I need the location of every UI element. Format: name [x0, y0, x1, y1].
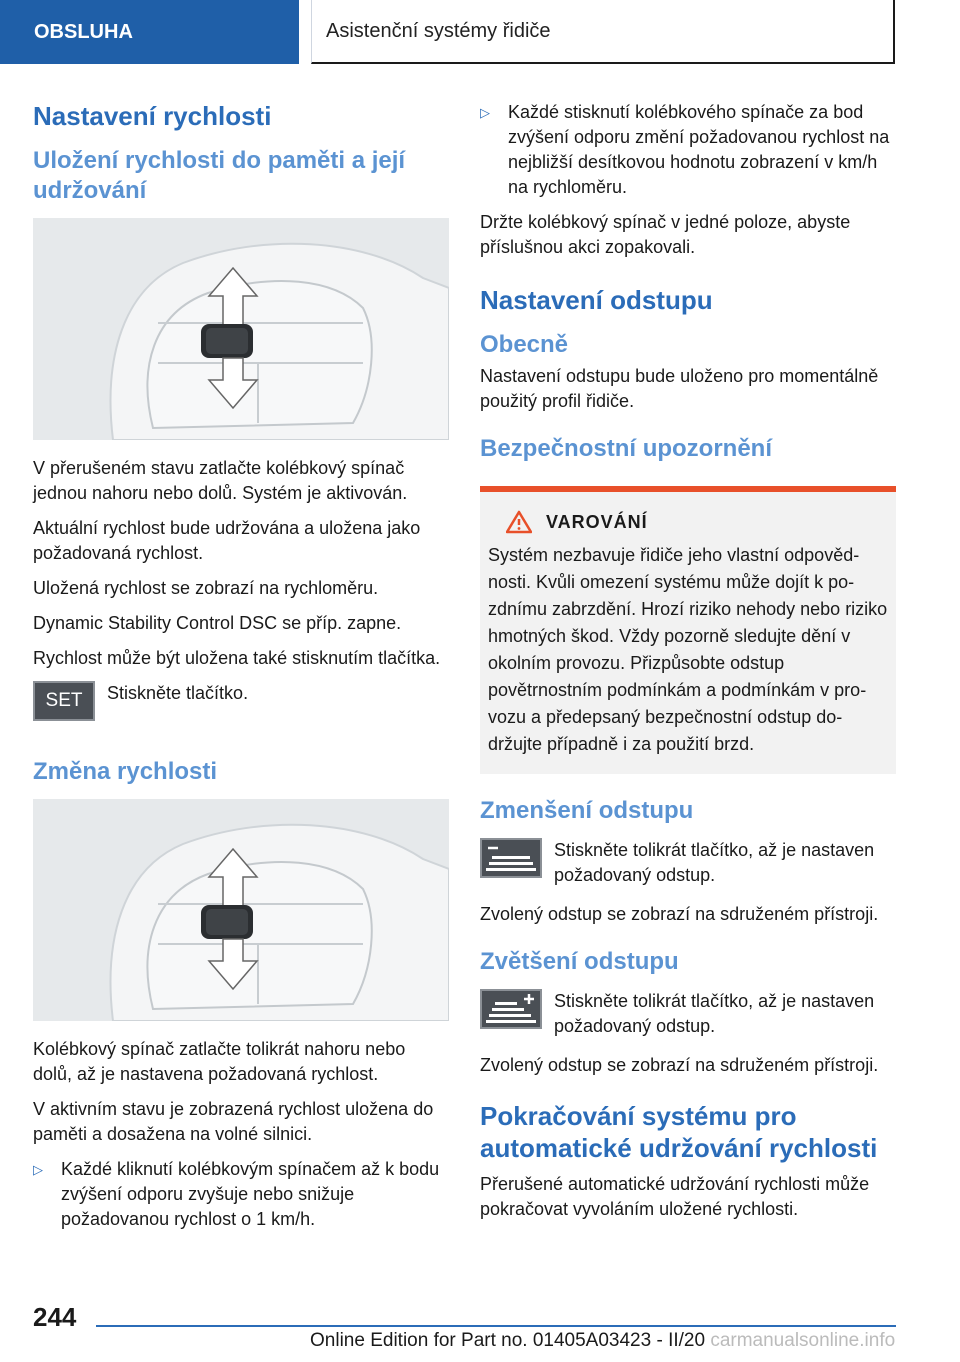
- steering-rocker-photo-1: [33, 218, 449, 440]
- decrease-instruction: Stiskněte tolikrát tlačítko, až je nastaven požadovaný odstup.: [554, 840, 875, 885]
- warning-box: [480, 486, 896, 774]
- heading-general: Obecně: [480, 331, 569, 358]
- paragraph: Rychlost může být uložena také stisknutím tlačítka.: [33, 648, 441, 668]
- paragraph: Kolébkový spínač zatlačte tolikrát nahoru nebo dolů, až je nastavena požadovaná rychlost.: [33, 1039, 406, 1084]
- paragraph: Zvolený odstup se zobrazí na sdruženém přístroji.: [480, 904, 879, 924]
- list-item-text: Každé kliknutí kolébkovým spínačem až k bodu zvýšení odporu zvyšuje nebo snižuje požadovanou rychlost o 1 km/h.: [61, 1159, 440, 1229]
- heading-increase-distance: Zvětšení odstupu: [480, 948, 679, 975]
- warning-title-text: VAROVÁNÍ: [546, 511, 648, 532]
- distance-decrease-icon: [480, 838, 542, 878]
- site-watermark[interactable]: carmanualsonline.info: [710, 1330, 896, 1351]
- section-tab[interactable]: [0, 0, 299, 64]
- paragraph: V přerušeném stavu zatlačte kolébkový spínač jednou nahoru nebo dolů. Systém je aktivován.: [33, 458, 408, 503]
- heading-distance-setting: Nastavení odstupu: [480, 285, 713, 315]
- warning-title: [506, 510, 888, 534]
- triangle-bullet-icon: ▷: [33, 1162, 43, 1177]
- list-item: [480, 100, 896, 200]
- set-button-icon: SET: [33, 681, 95, 721]
- increase-instruction: Stiskněte tolikrát tlačítko, až je nastaven požadovaný odstup.: [554, 991, 875, 1036]
- decrease-button-row: [480, 838, 896, 888]
- warning-triangle-icon: [506, 510, 532, 534]
- set-button-row: [33, 681, 449, 721]
- paragraph: Uložená rychlost se zobrazí na rychloměru.: [33, 578, 379, 598]
- section-label: OBSLUHA: [34, 20, 133, 43]
- steering-rocker-photo-2: [33, 799, 449, 1021]
- chapter-header: [311, 0, 895, 64]
- heading-safety-notes: Bezpečnostní upozornění: [480, 435, 773, 462]
- paragraph: Přerušené automatické udržování rychlosti může pokračovat vyvoláním uložené rychlosti.: [480, 1174, 870, 1219]
- left-column: [33, 100, 449, 1242]
- heading-speed-setting: Nastavení rychlosti: [33, 101, 272, 131]
- list-item: [33, 1157, 449, 1232]
- set-button-instruction: Stiskněte tlačítko.: [107, 683, 249, 703]
- heading-decrease-distance: Zmenšení odstupu: [480, 797, 694, 824]
- triangle-bullet-icon: ▷: [480, 105, 490, 120]
- paragraph: Držte kolébkový spínač v jedné poloze, abyste příslušnou akci zopakovali.: [480, 212, 851, 257]
- footer-divider: [96, 1325, 896, 1327]
- paragraph: Zvolený odstup se zobrazí na sdruženém přístroji.: [480, 1055, 879, 1075]
- chapter-title: Asistenční systémy řidiče: [326, 19, 551, 42]
- distance-increase-icon: [480, 989, 542, 1029]
- increase-button-row: [480, 989, 896, 1039]
- heading-store-speed: Uložení rychlosti do paměti a její udržování: [33, 147, 406, 204]
- paragraph: Nastavení odstupu bude uloženo pro momentálně použitý profil řidiče.: [480, 366, 879, 411]
- paragraph: V aktivním stavu je zobrazená rychlost uložena do paměti a dosažena na volné silnici.: [33, 1099, 434, 1144]
- page-number: 244: [33, 1302, 77, 1332]
- warning-text: Systém nezbavuje řidiče jeho vlastní odpovědnosti. Kvůli omezení systému může dojít k pozdnímu zabrzdění. Hrozí riziko nehody nebo riziko hmotných škod. Vždy pozorně sledujte dění v okolním provozu. Přizpůsobte odstup povětrnostním podmínkám a podmínkám v provozu a předepsaný bezpečnostní odstup dodržujte případně i za použití brzd.: [488, 545, 888, 754]
- footer: [310, 1330, 895, 1352]
- paragraph: Dynamic Stability Control DSC se příp. zapne.: [33, 613, 402, 633]
- list-item-text: Každé stisknutí kolébkového spínače za bod zvýšení odporu změní požadovanou rychlost na nejbližší desítkovou hodnotu zobrazení v km/h na rychloměru.: [508, 102, 890, 197]
- right-column: [480, 100, 896, 1232]
- heading-resume-cruise: Pokračování systému pro automatické udržování rychlosti: [480, 1101, 878, 1163]
- edition-text: Online Edition for Part no. 01405A03423 - II/20: [310, 1330, 706, 1351]
- paragraph: Aktuální rychlost bude udržována a uložena jako požadovaná rychlost.: [33, 518, 421, 563]
- heading-change-speed: Změna rychlosti: [33, 758, 218, 785]
